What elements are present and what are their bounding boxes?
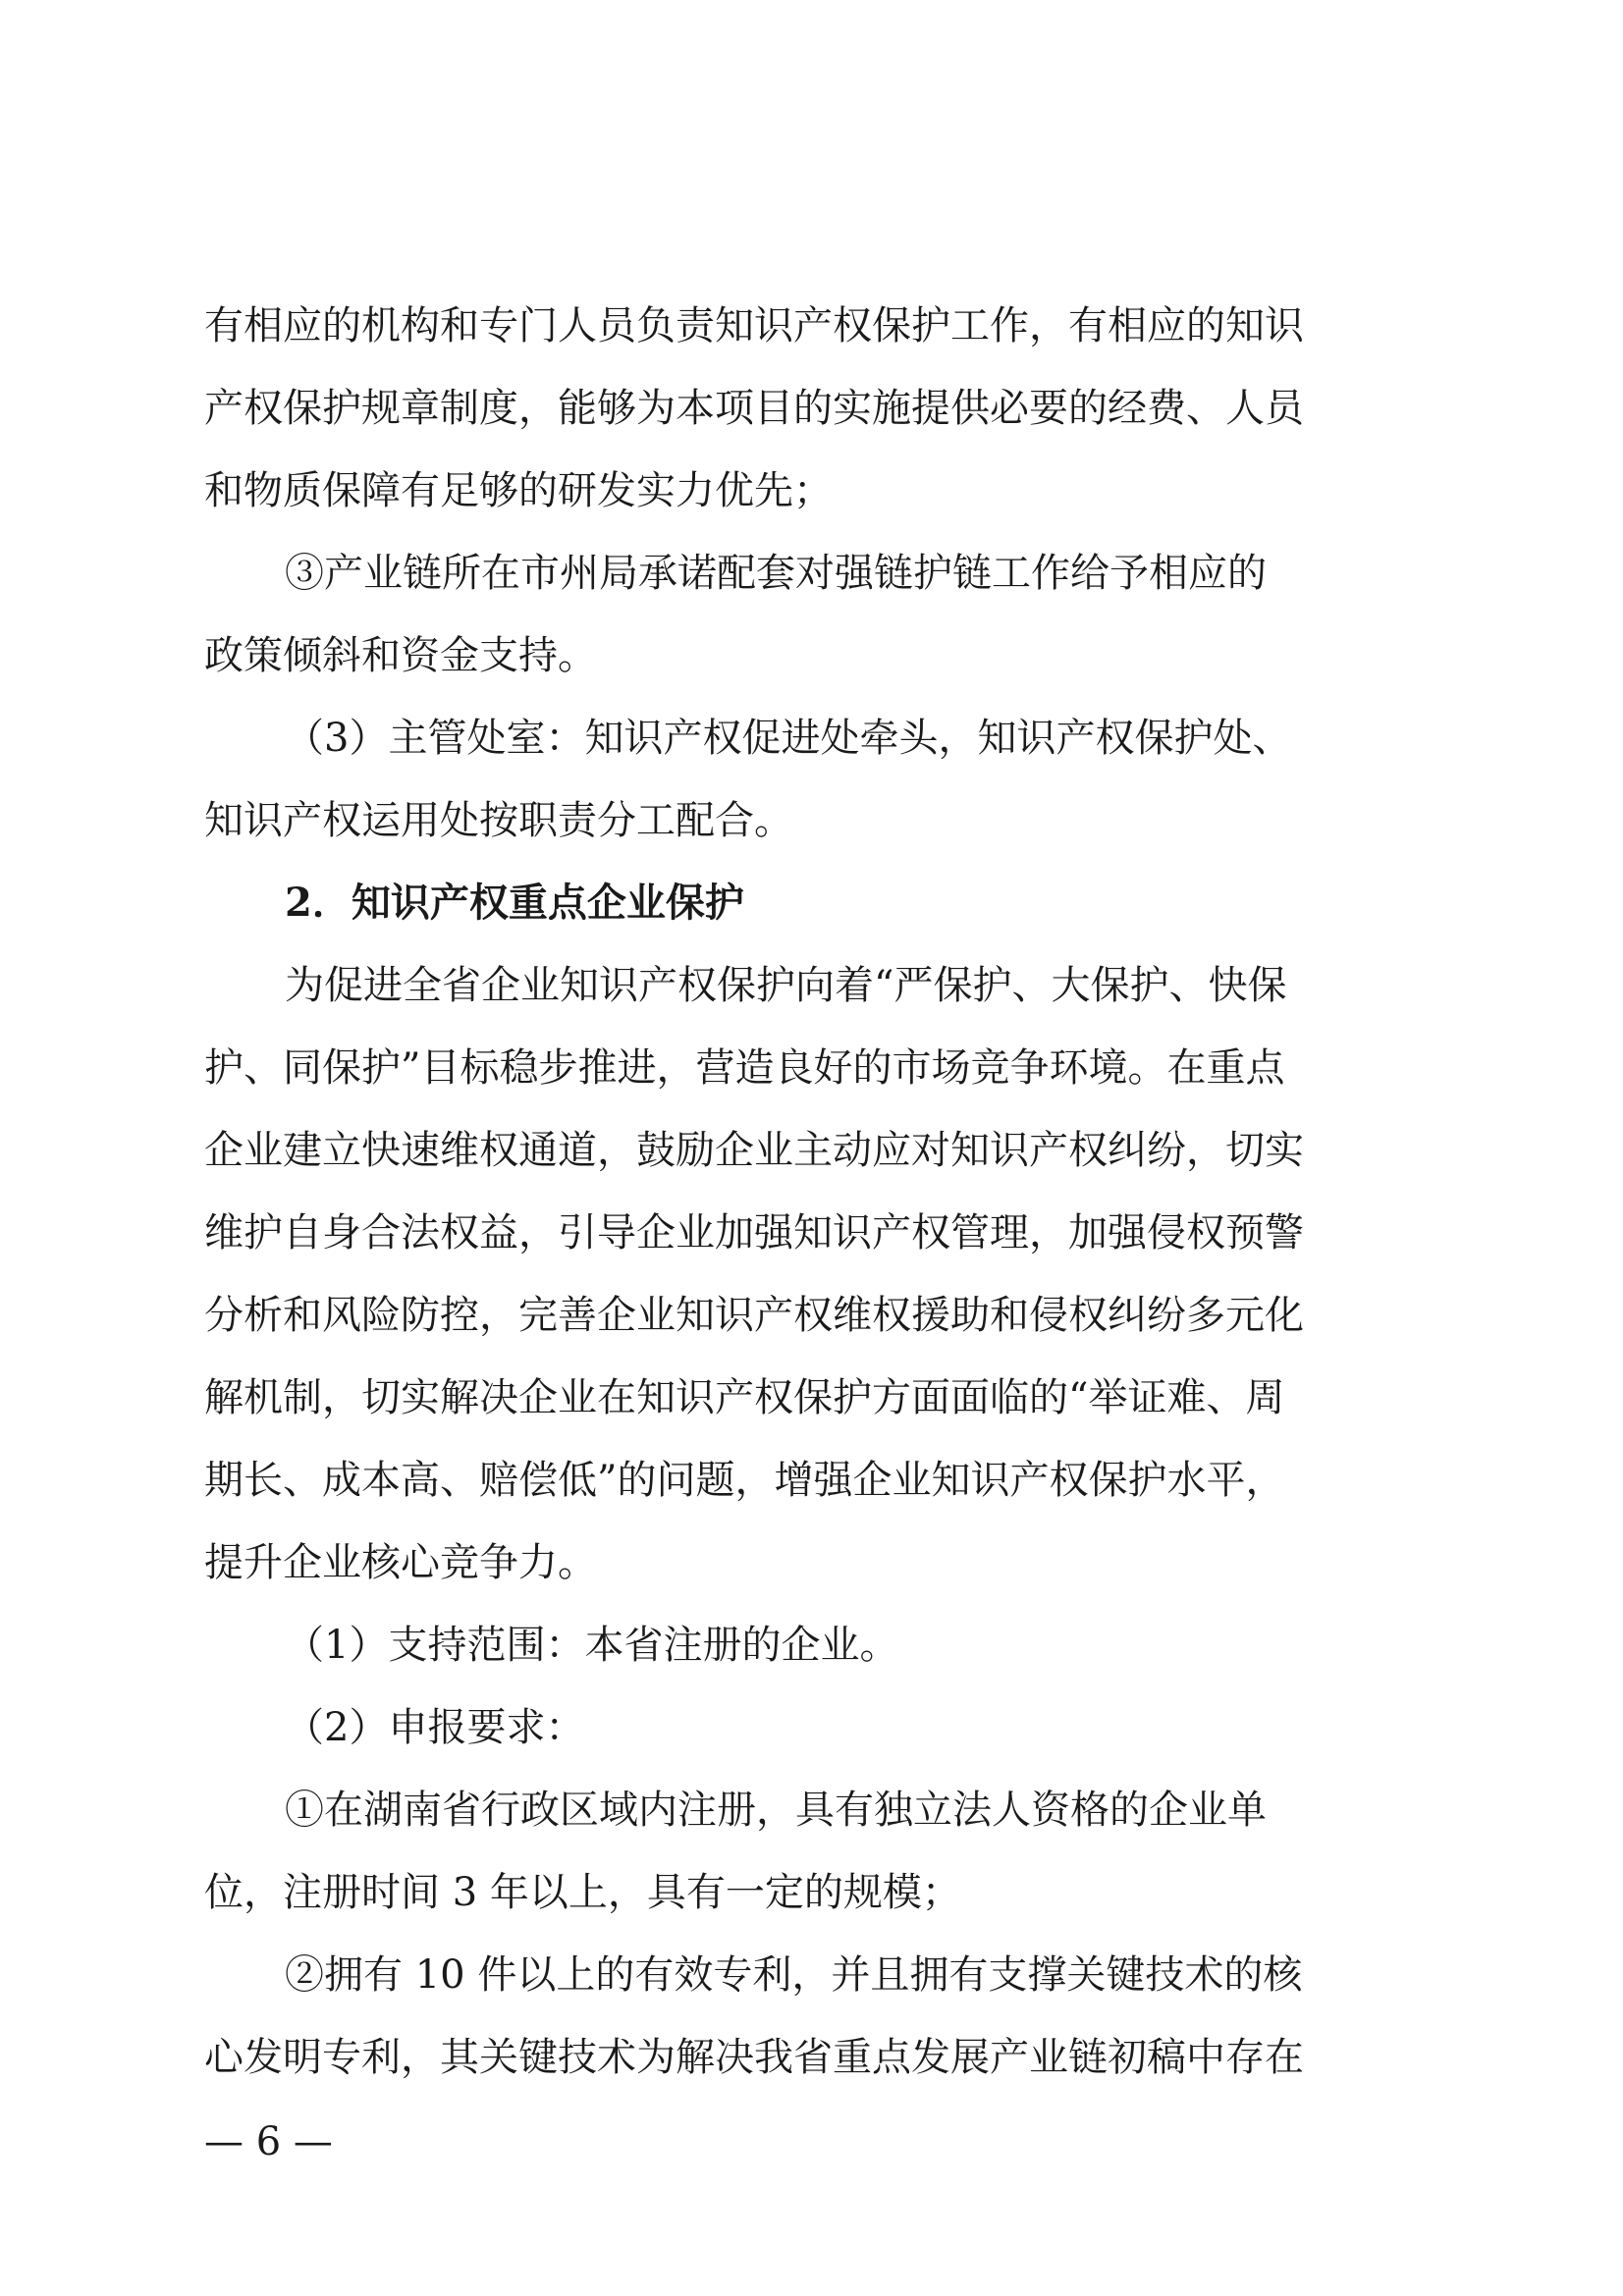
text-line: 护、同保护”目标稳步推进，营造良好的市场竞争环境。在重点 <box>204 1045 1285 1091</box>
text-line: （3）主管处室：知识产权促进处牵头，知识产权保护处、 <box>285 716 1292 761</box>
text-line: ③产业链所在市州局承诺配套对强链护链工作给予相应的 <box>285 551 1267 596</box>
text-line: 维护自身合法权益，引导企业加强知识产权管理，加强侵权预警 <box>204 1210 1304 1255</box>
text-line: 企业建立快速维权通道，鼓励企业主动应对知识产权纠纷，切实 <box>204 1128 1304 1173</box>
text-line: ②拥有 10 件以上的有效专利，并且拥有支撑关键技术的核 <box>285 1952 1303 1998</box>
text-line: 政策倾斜和资金支持。 <box>204 633 597 678</box>
text-line: （1）支持范围：本省注册的企业。 <box>285 1623 899 1668</box>
section-heading: 2．知识产权重点企业保护 <box>285 880 744 926</box>
text-line: 产权保护规章制度，能够为本项目的实施提供必要的经费、人员 <box>204 386 1304 431</box>
text-line: 分析和风险防控，完善企业知识产权维权援助和侵权纠纷多元化 <box>204 1293 1304 1338</box>
text-line: 为促进全省企业知识产权保护向着“严保护、大保护、快保 <box>285 963 1287 1008</box>
text-line: 期长、成本高、赔偿低”的问题，增强企业知识产权保护水平， <box>204 1458 1285 1503</box>
text-line: （2）申报要求： <box>285 1705 585 1750</box>
text-line: 心发明专利，其关键技术为解决我省重点发展产业链初稿中存在 <box>204 2035 1304 2080</box>
text-line: 知识产权运用处按职责分工配合。 <box>204 798 793 843</box>
text-line: 和物质保障有足够的研发实力优先； <box>204 468 833 513</box>
text-line: 位，注册时间 3 年以上，具有一定的规模； <box>204 1870 961 1915</box>
page-number: — 6 — <box>204 2119 333 2164</box>
text-line: 解机制，切实解决企业在知识产权保护方面面临的“举证难、周 <box>204 1375 1285 1420</box>
text-line: ①在湖南省行政区域内注册，具有独立法人资格的企业单 <box>285 1788 1267 1833</box>
text-line: 提升企业核心竞争力。 <box>204 1540 597 1585</box>
text-line: 有相应的机构和专门人员负责知识产权保护工作，有相应的知识 <box>204 303 1304 348</box>
